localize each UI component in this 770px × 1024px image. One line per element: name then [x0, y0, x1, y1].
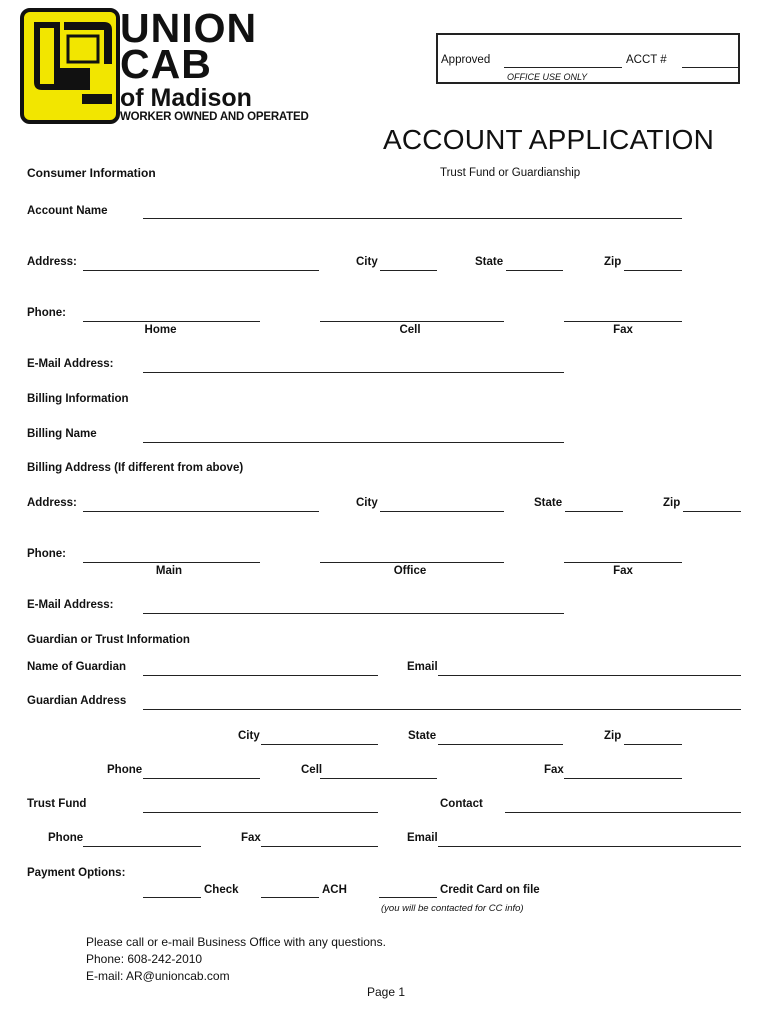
billing-address-label: Address: — [27, 497, 77, 509]
footer-email: E-mail: AR@unioncab.com — [86, 969, 230, 983]
guardian-name-label: Name of Guardian — [27, 661, 127, 673]
guardian-zip-label: Zip — [604, 730, 622, 742]
approved-label: Approved — [441, 54, 491, 66]
page-title: ACCOUNT APPLICATION — [383, 124, 715, 155]
billing-heading: Billing Information — [27, 393, 129, 405]
billing-email-label: E-Mail Address: — [27, 599, 114, 611]
guardian-heading: Guardian or Trust Information — [27, 634, 190, 646]
acct-field[interactable] — [682, 67, 739, 68]
guardian-address-label: Guardian Address — [27, 695, 127, 707]
zip-field[interactable] — [624, 270, 682, 271]
account-name-field[interactable] — [143, 218, 682, 219]
state-label: State — [475, 256, 504, 268]
billing-zip-label: Zip — [663, 497, 681, 509]
home-label: Home — [144, 324, 177, 336]
billing-address-heading: Billing Address (If different from above) — [27, 462, 244, 474]
cell-label: Cell — [399, 324, 421, 336]
guardian-city-label: City — [238, 730, 260, 742]
guardian-phone-field[interactable] — [143, 778, 260, 779]
logo-of-madison: of Madison — [120, 84, 252, 112]
guardian-name-field[interactable] — [143, 675, 378, 676]
logo-emblem-icon — [20, 8, 130, 126]
ach-field[interactable] — [261, 897, 319, 898]
guardian-phone-label: Phone — [107, 764, 143, 776]
logo-cab: CAB — [120, 41, 212, 87]
billing-email-field[interactable] — [143, 613, 564, 614]
guardian-city-field[interactable] — [261, 744, 378, 745]
consumer-subheading: Trust Fund or Guardianship — [440, 167, 581, 179]
phone-label: Phone: — [27, 307, 66, 319]
trust-phone-field[interactable] — [83, 846, 201, 847]
billing-fax-field[interactable] — [564, 562, 682, 563]
credit-card-note: (you will be contacted for CC info) — [381, 903, 524, 914]
footer-phone: Phone: 608-242-2010 — [86, 952, 203, 966]
guardian-fax-field[interactable] — [564, 778, 682, 779]
home-phone-field[interactable] — [83, 321, 260, 322]
city-label: City — [356, 256, 378, 268]
office-label: Office — [393, 565, 427, 577]
billing-address-field[interactable] — [83, 511, 319, 512]
guardian-fax-label: Fax — [544, 764, 564, 776]
address-field[interactable] — [83, 270, 319, 271]
guardian-address-field[interactable] — [143, 709, 741, 710]
guardian-email-label: Email — [407, 661, 438, 673]
office-note: OFFICE USE ONLY — [507, 72, 588, 82]
address-label: Address: — [27, 256, 77, 268]
account-name-label: Account Name — [27, 205, 108, 217]
billing-phone-label: Phone: — [27, 548, 66, 560]
credit-card-label: Credit Card on file — [440, 884, 540, 896]
billing-name-field[interactable] — [143, 442, 564, 443]
trust-fund-field[interactable] — [143, 812, 378, 813]
main-label: Main — [155, 565, 183, 577]
trust-fax-field[interactable] — [261, 846, 378, 847]
check-label: Check — [204, 884, 239, 896]
zip-label: Zip — [604, 256, 622, 268]
guardian-cell-field[interactable] — [320, 778, 437, 779]
guardian-state-field[interactable] — [438, 744, 563, 745]
acct-label: ACCT # — [626, 54, 667, 66]
contact-label: Contact — [440, 798, 483, 810]
billing-zip-field[interactable] — [683, 511, 741, 512]
contact-field[interactable] — [505, 812, 741, 813]
state-field[interactable] — [506, 270, 563, 271]
fax-field[interactable] — [564, 321, 682, 322]
guardian-email-field[interactable] — [438, 675, 741, 676]
ach-label: ACH — [322, 884, 347, 896]
check-field[interactable] — [143, 897, 201, 898]
email-field[interactable] — [143, 372, 564, 373]
office-phone-field[interactable] — [320, 562, 504, 563]
city-field[interactable] — [380, 270, 437, 271]
billing-state-field[interactable] — [565, 511, 623, 512]
billing-fax-label: Fax — [613, 565, 633, 577]
credit-card-field[interactable] — [379, 897, 437, 898]
page-number: Page 1 — [367, 985, 406, 999]
cell-phone-field[interactable] — [320, 321, 504, 322]
billing-city-label: City — [356, 497, 378, 509]
approved-field[interactable] — [504, 67, 622, 68]
trust-phone-label: Phone — [48, 832, 84, 844]
trust-fund-label: Trust Fund — [27, 798, 87, 810]
union-cab-logo — [20, 5, 310, 126]
guardian-cell-label: Cell — [301, 764, 323, 776]
guardian-state-label: State — [408, 730, 437, 742]
fax-label: Fax — [613, 324, 633, 336]
billing-city-field[interactable] — [380, 511, 504, 512]
trust-email-label: Email — [407, 832, 438, 844]
main-phone-field[interactable] — [83, 562, 260, 563]
logo-tagline: WORKER OWNED AND OPERATED — [120, 111, 309, 123]
payment-heading: Payment Options: — [27, 867, 126, 879]
trust-email-field[interactable] — [438, 846, 741, 847]
trust-fax-label: Fax — [241, 832, 261, 844]
email-label: E-Mail Address: — [27, 358, 114, 370]
guardian-zip-field[interactable] — [624, 744, 682, 745]
logo-union: UNION — [120, 5, 258, 51]
consumer-heading: Consumer Information — [27, 166, 156, 180]
billing-name-label: Billing Name — [27, 428, 97, 440]
billing-state-label: State — [534, 497, 563, 509]
footer-questions: Please call or e-mail Business Office with any questions. — [86, 935, 386, 949]
